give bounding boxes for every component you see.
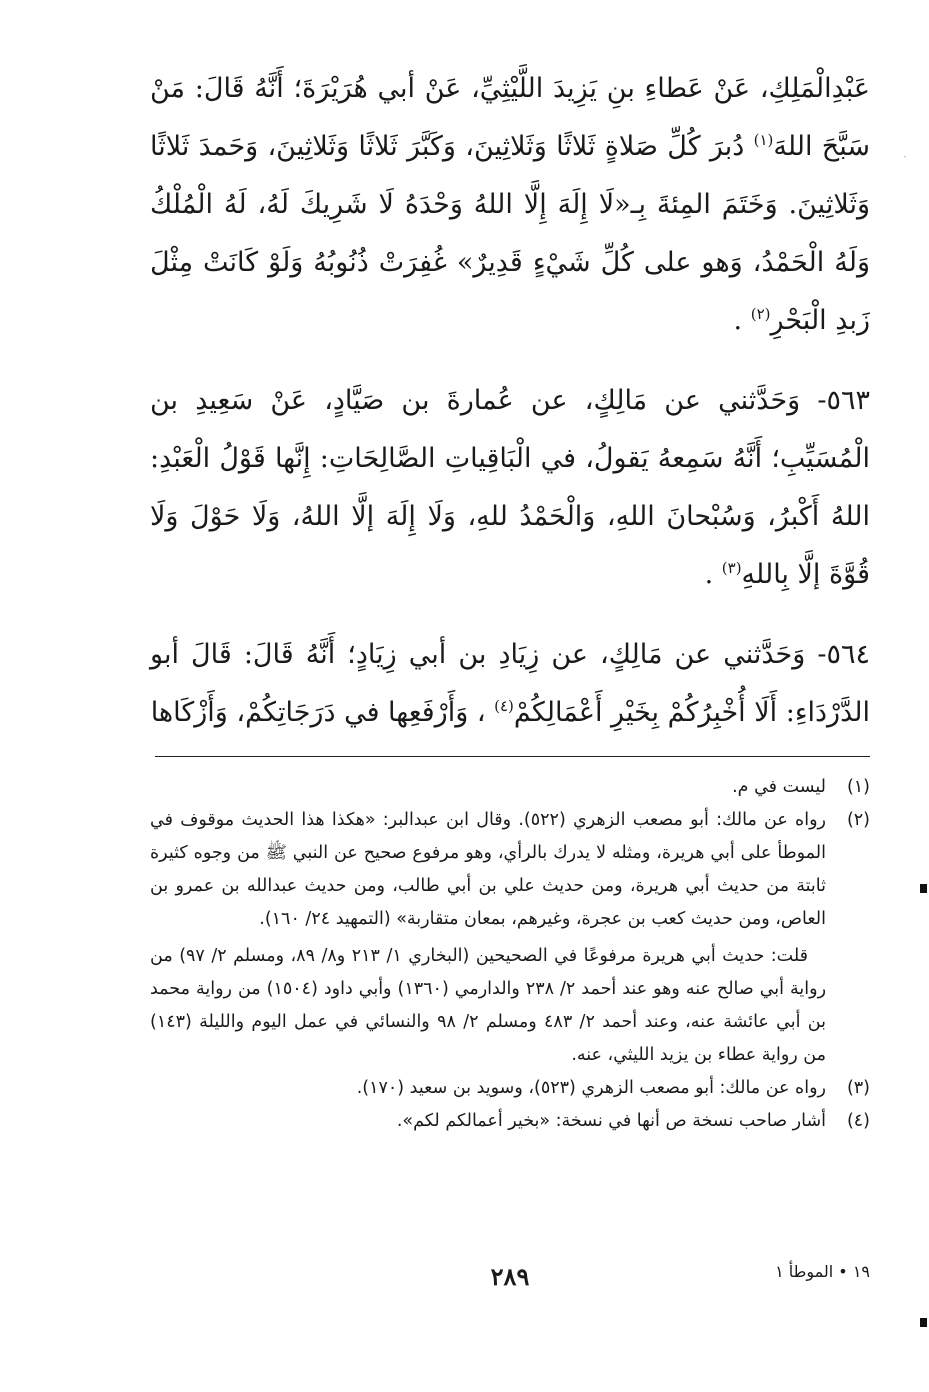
footnote-1 [150,771,870,804]
footnote-4 [150,1105,870,1138]
page-number: ٢٨٩ [490,1262,530,1291]
footnote-text: أشار صاحب نسخة ص أنها في نسخة: «بخير أعمالكم لكم». [396,1111,826,1131]
footnote-text: رواه عن مالك: أبو مصعب الزهري (٥٢٢). وقال ابن عبدالبر: «هكذا هذا الحديث موقوف في الموطأ على أبي هريرة، ومثله لا يدرك بالرأي، وهو مرفوع صحيح عن النبي ﷺ من وجوه كثيرة ثابتة من حديث أبي هريرة، ومن حديث علي بن أبي طالب، ومن حديث عبدالله بن عمرو بن العاص، ومن حديث كعب بن عجرة، وغيرهم، بمعان متقاربة» (التمهيد ٢٤/ ١٦٠). [150,810,826,929]
footnote-body [150,1072,826,1105]
footnote-text: رواه عن مالك: أبو مصعب الزهري (٥٢٣)، وسويد بن سعيد (١٧٠). [356,1078,826,1098]
printer-signature: ١٩ • الموطأ ١ [775,1262,870,1281]
main-text [150,60,870,742]
paragraph-text: وَحَدَّثني عن مَالِكٍ، عن عُمارةَ بن صَيَّادٍ، عَنْ سَعِيدِ بن الْمُسَيِّبِ؛ أَنَّهُ سَمِعهُ يَقولُ، في الْبَاقِياتِ الصَّالِحَاتِ: إِنَّها قَوْلُ الْعَبْدِ: اللهُ أَكْبرُ، وَسُبْحانَ اللهِ، وَالْحَمْدُ للهِ، وَلَا إِلَهَ إلَّا اللهُ، وَلَا حَوْلَ وَلَا قُوَّةَ إلَّا بِاللهِ [150,385,870,590]
footnote-editor-note: قلت: حديث أبي هريرة مرفوعًا في الصحيحين (البخاري ١/ ٢١٣ و٨/ ٨٩، ومسلم ٢/ ٩٧) من رواية أبي صالح عنه وهو عند أحمد ٢/ ٢٣٨ والدارمي (١٣٦٠) وأبي داود (١٥٠٤) من رواية محمد بن أبي عائشة عنه، وعند أحمد ٢/ ٤٨٣ ومسلم ٢/ ٩٨ والنسائي في عمل اليوم والليلة (١٤٣) من رواية عطاء بن يزيد الليثي، عنه. [150,946,827,1065]
page-body [150,60,870,1138]
footnote-number: (١) [846,777,870,797]
hadith-number-564: ٥٦٤- [817,639,870,670]
footnotes [150,771,870,1138]
paragraph-end: . [704,559,722,590]
footnote-number: (٣) [846,1078,870,1098]
footnote-text: ليست في م. [732,777,826,797]
footnote-ref-3: (٣) [721,559,742,577]
footnote-body [150,804,826,1072]
paragraph-text: عَبْدِالْمَلِكِ، عَنْ عَطاءِ بنِ يَزِيدَ اللَّيْثِيِّ، عَنْ أبي هُرَيْرَةَ؛ أَنَّهُ قَالَ: مَنْ سَبَّحَ اللهَ [150,73,870,162]
footnote-2 [150,804,870,1072]
scan-edge-mark [920,884,927,893]
footnote-body [150,1105,826,1138]
hadith-number-563: ٥٦٣- [817,385,870,416]
paragraph-text: دُبرَ كُلِّ صَلاةٍ ثَلاثًا وَثَلاثِينَ، وَكَبَّرَ ثَلاثًا وَثَلاثِينَ، وَحَمدَ ثَلاثًا وَثَلاثِينَ. وَخَتَمَ المِئةَ بِـ«لَا إِلَهَ إِلَّا اللهُ وَحْدَهُ لَا شَرِيكَ لَهُ، لَهُ الْمُلْكُ وَلَهُ الْحَمْدُ، وَهو على كُلِّ شَيْءٍ قَدِيرٌ» غُفِرَتْ ذُنُوبُهُ وَلَوْ كَانَتْ مِثْلَ زَبدِ الْبَحْرِ [150,131,870,336]
footnote-number: (٢) [846,810,870,830]
paragraph-hadith-563 [150,372,870,604]
page-footer [150,1262,870,1302]
margin-speck: · [903,150,907,164]
paragraph-hadith-564 [150,626,870,742]
footnote-body [150,771,826,804]
footnote-ref-1: (١) [753,131,774,149]
footnote-ref-4: (٤) [494,697,514,715]
paragraph-end: . [733,305,751,336]
scan-edge-mark [920,1318,927,1327]
footnote-ref-2: (٢) [750,305,771,323]
footnote-3 [150,1072,870,1105]
footnote-number: (٤) [846,1111,870,1131]
paragraph-text: ، وَأَرْفَعِها في دَرَجَاتِكُمْ، وَأَزْكَاها [150,697,495,728]
footnote-divider [155,756,870,757]
paragraph-text: وَحَدَّثني عن مَالِكٍ، عن زِيَادِ بن أبي زِيَادٍ؛ أَنَّهُ قَالَ: قَالَ أبو الدَّرْدَاءِ: أَلَا أُخْبِرُكُمْ بِخَيْرِ أَعْمَالِكُمْ [150,639,870,728]
paragraph-hadith-562-end [150,60,870,350]
